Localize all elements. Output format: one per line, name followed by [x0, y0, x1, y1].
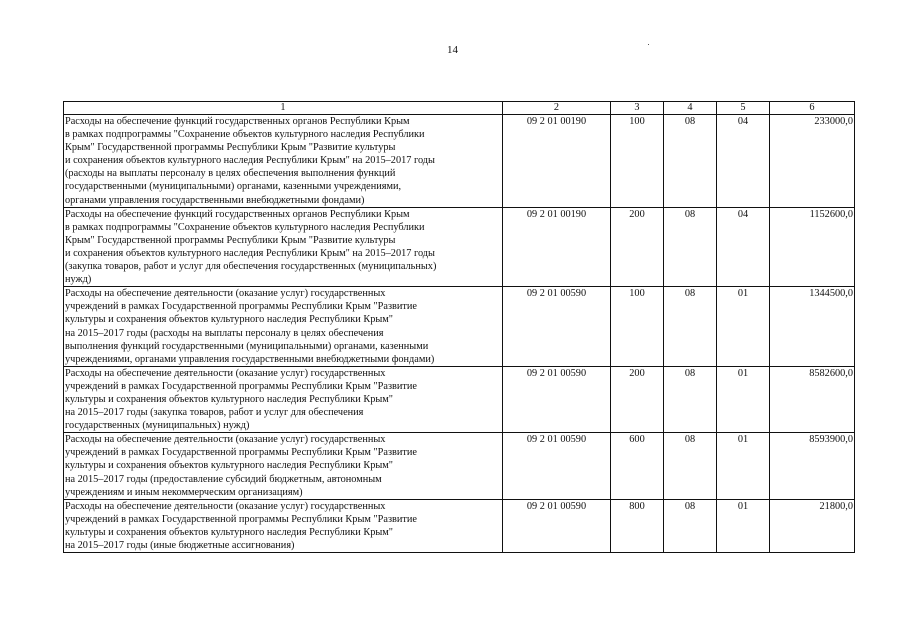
row-section: 08	[664, 433, 717, 499]
description-line: культуры и сохранения объектов культурного наследия Республики Крым"	[65, 460, 393, 472]
row-target-article: 09 2 01 00590	[503, 287, 611, 367]
budget-table	[63, 101, 855, 553]
description-line: учреждениям и иным некоммерческим организациям)	[65, 486, 303, 498]
description-line: нужд)	[65, 274, 92, 286]
description-line: Крым" Государственной программы Республики Крым "Развитие культуры	[65, 142, 396, 154]
row-section: 08	[664, 366, 717, 432]
row-expense-type: 800	[611, 499, 664, 552]
row-subsection: 01	[717, 366, 770, 432]
row-description	[64, 366, 503, 432]
row-description	[64, 115, 503, 208]
row-subsection: 01	[717, 499, 770, 552]
row-subsection: 01	[717, 287, 770, 367]
description-line: на 2015–2017 годы (предоставление субсидий бюджетным, автономным	[65, 473, 382, 485]
header-cell: 6	[770, 102, 855, 115]
description-line: учреждений в рамках Государственной программы Республики Крым "Развитие	[65, 380, 417, 392]
description-line: Крым" Государственной программы Республики Крым "Развитие культуры	[65, 234, 396, 246]
description-line: Расходы на обеспечение деятельности (оказание услуг) государственных	[65, 434, 386, 446]
row-amount: 1344500,0	[770, 287, 855, 367]
row-section: 08	[664, 499, 717, 552]
header-cell: 4	[664, 102, 717, 115]
description-line: и сохранения объектов культурного наследия Республики Крым" на 2015–2017 годы	[65, 155, 435, 167]
description-line: в рамках подпрограммы "Сохранение объектов культурного наследия Республики	[65, 129, 425, 141]
page-number: 14	[447, 44, 458, 56]
row-section: 08	[664, 287, 717, 367]
description-line: на 2015–2017 годы (расходы на выплаты персоналу в целях обеспечения	[65, 327, 384, 339]
header-cell: 5	[717, 102, 770, 115]
row-target-article: 09 2 01 00190	[503, 207, 611, 287]
row-amount: 233000,0	[770, 115, 855, 208]
description-line: Расходы на обеспечение деятельности (оказание услуг) государственных	[65, 500, 386, 512]
description-line: культуры и сохранения объектов культурного наследия Республики Крым"	[65, 314, 393, 326]
table-row	[64, 207, 855, 287]
row-section: 08	[664, 115, 717, 208]
description-line: учреждениями, органами управления государственными внебюджетными фондами)	[65, 353, 435, 365]
scan-dot	[648, 44, 649, 45]
table-row	[64, 499, 855, 552]
description-line: выполнения функций государственными (муниципальными) органами, казенными	[65, 340, 429, 352]
row-subsection: 04	[717, 207, 770, 287]
description-line: в рамках подпрограммы "Сохранение объектов культурного наследия Республики	[65, 221, 425, 233]
table-header-row	[64, 102, 855, 115]
description-line: Расходы на обеспечение функций государственных органов Республики Крым	[65, 208, 410, 220]
header-cell: 2	[503, 102, 611, 115]
description-line: культуры и сохранения объектов культурного наследия Республики Крым"	[65, 393, 393, 405]
table-row	[64, 433, 855, 499]
table-row	[64, 115, 855, 208]
description-line: органами управления государственными внебюджетными фондами)	[65, 194, 365, 206]
description-line: Расходы на обеспечение деятельности (оказание услуг) государственных	[65, 367, 386, 379]
table-body	[64, 115, 855, 553]
description-line: (расходы на выплаты персоналу в целях обеспечения выполнения функций	[65, 168, 396, 180]
row-subsection: 04	[717, 115, 770, 208]
row-description	[64, 287, 503, 367]
row-target-article: 09 2 01 00590	[503, 433, 611, 499]
description-line: культуры и сохранения объектов культурного наследия Республики Крым"	[65, 526, 393, 538]
row-expense-type: 200	[611, 207, 664, 287]
row-amount: 1152600,0	[770, 207, 855, 287]
row-amount: 8582600,0	[770, 366, 855, 432]
description-line: Расходы на обеспечение функций государственных органов Республики Крым	[65, 116, 410, 127]
description-line: (закупка товаров, работ и услуг для обеспечения государственных (муниципальных)	[65, 261, 437, 273]
header-cell: 1	[64, 102, 503, 115]
description-line: на 2015–2017 годы (закупка товаров, работ и услуг для обеспечения	[65, 407, 364, 419]
description-line: на 2015–2017 годы (иные бюджетные ассигнования)	[65, 540, 295, 551]
description-line: государственными (муниципальными) органами, казенными учреждениями,	[65, 181, 402, 193]
row-target-article: 09 2 01 00190	[503, 115, 611, 208]
description-line: учреждений в рамках Государственной программы Республики Крым "Развитие	[65, 447, 417, 459]
description-line: учреждений в рамках Государственной программы Республики Крым "Развитие	[65, 513, 417, 525]
description-line: государственных (муниципальных) нужд)	[65, 420, 250, 432]
table-row	[64, 287, 855, 367]
row-target-article: 09 2 01 00590	[503, 499, 611, 552]
row-expense-type: 600	[611, 433, 664, 499]
row-description	[64, 499, 503, 552]
row-amount: 8593900,0	[770, 433, 855, 499]
row-expense-type: 100	[611, 287, 664, 367]
row-expense-type: 100	[611, 115, 664, 208]
row-description	[64, 433, 503, 499]
table-row	[64, 366, 855, 432]
row-section: 08	[664, 207, 717, 287]
row-description	[64, 207, 503, 287]
header-cell: 3	[611, 102, 664, 115]
description-line: учреждений в рамках Государственной программы Республики Крым "Развитие	[65, 301, 417, 313]
description-line: и сохранения объектов культурного наследия Республики Крым" на 2015–2017 годы	[65, 247, 435, 259]
row-expense-type: 200	[611, 366, 664, 432]
row-subsection: 01	[717, 433, 770, 499]
row-target-article: 09 2 01 00590	[503, 366, 611, 432]
description-line: Расходы на обеспечение деятельности (оказание услуг) государственных	[65, 288, 386, 300]
row-amount: 21800,0	[770, 499, 855, 552]
